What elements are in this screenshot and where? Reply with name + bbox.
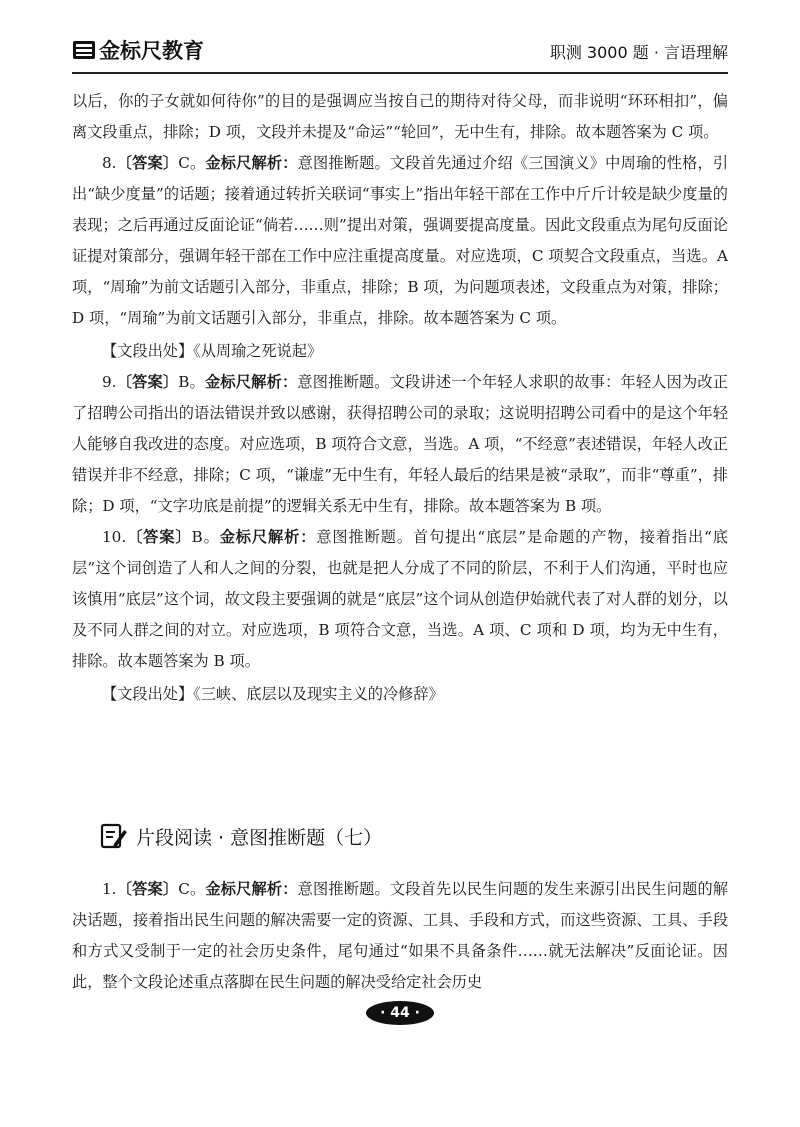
answer-label: 〔答案〕 [126, 528, 192, 546]
analysis-label: 金标尺解析： [219, 528, 317, 546]
paragraph-text: 以后，你的子女就如何待你”的目的是强调应当按自己的期待对待父母，而非说明“环环相扣”，偏离文段重点，排除；D 项，文段并未提及“命运”“轮回”，无中生有，排除。故本题答案为 C 项。 [72, 92, 728, 141]
question-number: 10. [102, 528, 127, 546]
source-line [72, 679, 728, 710]
question-number: 9. [102, 373, 117, 391]
answer-label: 〔答案〕 [116, 373, 179, 391]
answer-item-1 [72, 874, 728, 998]
analysis-label: 金标尺解析： [205, 154, 298, 172]
book-icon [72, 38, 96, 62]
analysis-label: 金标尺解析： [205, 880, 298, 898]
source-line [72, 336, 728, 367]
edit-note-icon [100, 822, 128, 850]
analysis-text: 意图推断题。文段首先以民生问题的发生来源引出民生问题的解决话题，接着指出民生问题的解决需要一定的资源、工具、手段和方式，而这些资源、工具、手段和方式又受制于一定的社会历史条件，尾句通过“如果不具备条件……就无法解决”反面论证。因此，整个文段论述重点落脚在民生问题的解决受给定社会历史 [72, 880, 729, 991]
paragraph-continued [72, 86, 728, 148]
section-heading [100, 820, 382, 852]
analysis-text: 意图推断题。首句提出“底层”是命题的产物，接着指出“底层”这个词创造了人和人之间的分裂，也就是把人分成了不同的阶层，不利于人们沟通，平时也应该慎用“底层”这个词，故文段主要强调的就是“底层”这个词从创造伊始就代表了对人群的划分，以及不同人群之间的对立。对应选项，B 项符合文意，当选。A 项、C 项和 D 项，均为无中生有，排除。故本题答案为 B 项。 [72, 528, 728, 670]
answer-value: B。 [191, 528, 220, 546]
answer-section [72, 86, 728, 710]
source-label: 【文段出处】 [102, 342, 194, 360]
answer-value: C。 [178, 154, 206, 172]
source-title: 《三峡、底层以及现实主义的冷修辞》 [193, 685, 444, 703]
answer-label: 〔答案〕 [116, 154, 179, 172]
question-number: 8. [102, 154, 117, 172]
answer-value: B。 [178, 373, 206, 391]
question-number: 1. [102, 880, 117, 898]
logo-text: 金标尺教育 [99, 39, 204, 63]
page-number [364, 1000, 436, 1026]
section-answers [72, 874, 728, 998]
source-label: 【文段出处】 [102, 685, 194, 703]
page-number-text: · 44 · [380, 1005, 420, 1021]
section-title: 片段阅读 · 意图推断题（七） [136, 826, 383, 849]
answer-item-10 [72, 522, 728, 677]
answer-value: C。 [178, 880, 206, 898]
brand-logo [72, 36, 204, 64]
analysis-text: 意图推断题。文段首先通过介绍《三国演义》中周瑜的性格，引出“缺少度量”的话题；接着通过转折关联词“事实上”指出年轻干部在工作中斤斤计较是缺少度量的表现；之后再通过反面论证“倘若……则”提出对策，强调要提高度量。因此文段重点为尾句反面论证提对策部分，强调年轻干部在工作中应注重提高度量。对应选项，C 项契合文段重点，当选。A 项，“周瑜”为前文话题引入部分，非重点，排除；B 项，为问题项表述，文段重点为对策，排除；D 项，“周瑜”为前文话题引入部分，非重点，排除。故本题答案为 C 项。 [72, 154, 729, 327]
answer-item-9 [72, 367, 728, 522]
analysis-text: 意图推断题。文段讲述一个年轻人求职的故事：年轻人因为改正了招聘公司指出的语法错误并致以感谢，获得招聘公司的录取；这说明招聘公司看中的是这个年轻人能够自我改进的态度。对应选项，B 项符合文意，当选。A 项，“不经意”表述错误，年轻人改正错误并非不经意，排除；C 项，“谦虚”无中生有，年轻人最后的结果是被“录取”，而非“尊重”，排除；D 项，“文字功底是前提”的逻辑关系无中生有，排除。故本题答案为 B 项。 [72, 373, 729, 515]
page-header [72, 34, 728, 68]
answer-label: 〔答案〕 [116, 880, 179, 898]
analysis-label: 金标尺解析： [205, 373, 298, 391]
answer-item-8 [72, 148, 728, 334]
header-divider [72, 72, 728, 74]
book-title: 职测 3000 题 · 言语理解 [549, 43, 728, 62]
source-title: 《从周瑜之死说起》 [193, 342, 323, 360]
